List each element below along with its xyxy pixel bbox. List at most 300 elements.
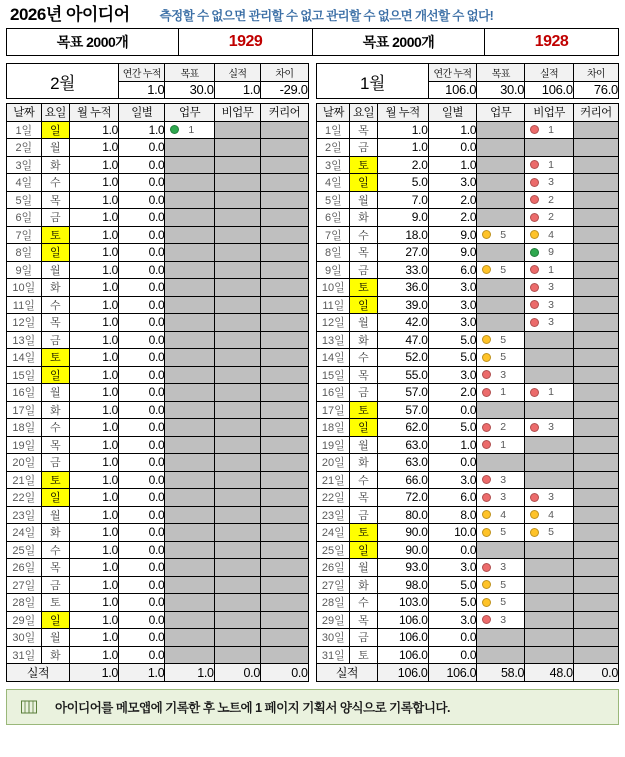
cell-non-work[interactable] xyxy=(214,454,260,472)
cell-career[interactable] xyxy=(261,139,309,157)
cell-career[interactable] xyxy=(573,349,618,367)
cell-work[interactable] xyxy=(477,524,525,542)
cell-career[interactable] xyxy=(261,226,309,244)
status-dot-red xyxy=(530,213,539,222)
table-row[interactable] xyxy=(317,261,619,279)
cell-career[interactable] xyxy=(261,541,309,559)
cell-career[interactable] xyxy=(573,559,618,577)
table-row[interactable] xyxy=(317,349,619,367)
cell-career[interactable] xyxy=(573,524,618,542)
cell-work[interactable] xyxy=(165,401,214,419)
table-row[interactable] xyxy=(317,226,619,244)
cell-career[interactable] xyxy=(261,366,309,384)
cell-non-work[interactable] xyxy=(525,401,574,419)
cell-non-work[interactable] xyxy=(525,629,574,647)
cell-non-work[interactable] xyxy=(214,261,260,279)
cell-date: 19일 xyxy=(7,436,42,454)
cell-day-of-week: 금 xyxy=(41,454,69,472)
table-row[interactable] xyxy=(7,191,309,209)
cell-non-work[interactable] xyxy=(214,156,260,174)
table-row[interactable] xyxy=(317,209,619,227)
cell-career[interactable] xyxy=(261,121,309,139)
table-row[interactable] xyxy=(7,314,309,332)
cell-career[interactable] xyxy=(573,594,618,612)
cell-work[interactable] xyxy=(477,559,525,577)
table-row[interactable] xyxy=(317,384,619,402)
cell-work[interactable] xyxy=(165,454,214,472)
table-row[interactable] xyxy=(317,174,619,192)
cell-work[interactable] xyxy=(165,296,214,314)
table-row[interactable] xyxy=(7,611,309,629)
cell-work[interactable] xyxy=(165,244,214,262)
cell-career[interactable] xyxy=(573,139,618,157)
table-row[interactable] xyxy=(7,121,309,139)
cell-work[interactable] xyxy=(165,489,214,507)
cell-non-work[interactable] xyxy=(214,366,260,384)
cell-career[interactable] xyxy=(573,261,618,279)
cell-day-of-week: 일 xyxy=(350,419,377,437)
cell-work[interactable] xyxy=(165,559,214,577)
cell-month-cumulative: 18.0 xyxy=(377,226,428,244)
cell-non-work[interactable] xyxy=(525,541,574,559)
table-row[interactable] xyxy=(7,401,309,419)
cell-career[interactable] xyxy=(573,331,618,349)
cell-work[interactable] xyxy=(477,349,525,367)
cell-work[interactable] xyxy=(165,121,214,139)
table-row[interactable] xyxy=(7,454,309,472)
cell-career[interactable] xyxy=(573,629,618,647)
table-row[interactable] xyxy=(7,594,309,612)
cell-work[interactable] xyxy=(165,576,214,594)
cell-career[interactable] xyxy=(573,209,618,227)
table-row[interactable] xyxy=(7,541,309,559)
cell-work[interactable] xyxy=(165,226,214,244)
cell-non-work[interactable] xyxy=(214,139,260,157)
cell-daily: 0.0 xyxy=(119,384,165,402)
cell-daily: 8.0 xyxy=(428,506,477,524)
table-row[interactable] xyxy=(317,244,619,262)
cell-day-of-week: 화 xyxy=(350,209,377,227)
cell-work[interactable] xyxy=(165,279,214,297)
table-row[interactable] xyxy=(317,611,619,629)
cell-work[interactable] xyxy=(165,524,214,542)
cell-career[interactable] xyxy=(261,384,309,402)
cell-non-work[interactable] xyxy=(525,244,574,262)
cell-career[interactable] xyxy=(573,366,618,384)
cell-non-work[interactable] xyxy=(525,594,574,612)
work-value: 1 xyxy=(548,386,555,399)
cell-career[interactable] xyxy=(573,506,618,524)
cell-career[interactable] xyxy=(573,191,618,209)
cell-day-of-week: 금 xyxy=(350,384,377,402)
cell-non-work[interactable] xyxy=(525,489,574,507)
cell-non-work[interactable] xyxy=(214,489,260,507)
cell-non-work[interactable] xyxy=(214,629,260,647)
cell-work[interactable] xyxy=(165,384,214,402)
cell-month-cumulative: 1.0 xyxy=(69,261,118,279)
cell-non-work[interactable] xyxy=(525,296,574,314)
cell-month-cumulative: 1.0 xyxy=(69,244,118,262)
cell-career[interactable] xyxy=(573,174,618,192)
cell-work[interactable] xyxy=(165,139,214,157)
cell-career[interactable] xyxy=(573,489,618,507)
cell-non-work[interactable] xyxy=(214,296,260,314)
cell-career[interactable] xyxy=(261,559,309,577)
table-row[interactable] xyxy=(317,419,619,437)
table-row[interactable] xyxy=(7,559,309,577)
work-value: 3 xyxy=(548,421,555,434)
table-row[interactable] xyxy=(7,646,309,664)
cell-non-work[interactable] xyxy=(214,279,260,297)
cell-work[interactable] xyxy=(165,349,214,367)
cell-career[interactable] xyxy=(261,454,309,472)
table-row[interactable] xyxy=(7,296,309,314)
cell-date: 3일 xyxy=(7,156,42,174)
cell-non-work[interactable] xyxy=(214,174,260,192)
cell-work[interactable] xyxy=(165,594,214,612)
cell-month-cumulative: 39.0 xyxy=(377,296,428,314)
cell-non-work[interactable] xyxy=(525,349,574,367)
table-row[interactable] xyxy=(7,244,309,262)
cell-daily: 0.0 xyxy=(119,471,165,489)
cell-work[interactable] xyxy=(477,244,525,262)
cell-non-work[interactable] xyxy=(525,139,574,157)
table-row[interactable] xyxy=(317,594,619,612)
table-row[interactable] xyxy=(317,524,619,542)
cell-career[interactable] xyxy=(573,471,618,489)
table-row[interactable] xyxy=(7,174,309,192)
table-row[interactable] xyxy=(7,419,309,437)
february-table[interactable] xyxy=(6,63,309,682)
cell-work[interactable] xyxy=(477,454,525,472)
cell-daily: 0.0 xyxy=(119,279,165,297)
table-row[interactable] xyxy=(317,314,619,332)
cell-non-work[interactable] xyxy=(525,576,574,594)
cell-date: 6일 xyxy=(317,209,350,227)
cell-non-work[interactable] xyxy=(214,209,260,227)
cell-daily: 0.0 xyxy=(119,261,165,279)
cell-work[interactable] xyxy=(477,611,525,629)
cell-career[interactable] xyxy=(261,191,309,209)
cell-work[interactable] xyxy=(165,611,214,629)
cell-non-work[interactable] xyxy=(525,646,574,664)
cell-career[interactable] xyxy=(573,384,618,402)
cell-work[interactable] xyxy=(477,419,525,437)
cell-non-work[interactable] xyxy=(525,419,574,437)
cell-non-work[interactable] xyxy=(525,471,574,489)
cell-work[interactable] xyxy=(165,471,214,489)
cell-work[interactable] xyxy=(477,629,525,647)
cell-career[interactable] xyxy=(261,646,309,664)
cell-career[interactable] xyxy=(261,436,309,454)
cell-date: 1일 xyxy=(317,121,350,139)
table-row[interactable] xyxy=(7,436,309,454)
cell-career[interactable] xyxy=(261,331,309,349)
cell-work[interactable] xyxy=(165,506,214,524)
cell-work[interactable] xyxy=(477,209,525,227)
cell-work[interactable] xyxy=(477,489,525,507)
cell-work[interactable] xyxy=(165,419,214,437)
cell-day-of-week: 월 xyxy=(41,506,69,524)
cell-work[interactable] xyxy=(165,261,214,279)
table-row[interactable] xyxy=(7,471,309,489)
cell-work[interactable] xyxy=(477,646,525,664)
cell-non-work[interactable] xyxy=(525,314,574,332)
cell-non-work[interactable] xyxy=(525,261,574,279)
cell-career[interactable] xyxy=(573,611,618,629)
table-row[interactable] xyxy=(317,629,619,647)
cell-career[interactable] xyxy=(573,541,618,559)
cell-work[interactable] xyxy=(477,261,525,279)
table-row[interactable] xyxy=(7,366,309,384)
cell-career[interactable] xyxy=(261,156,309,174)
table-row[interactable] xyxy=(317,454,619,472)
cell-month-cumulative: 36.0 xyxy=(377,279,428,297)
cell-career[interactable] xyxy=(261,419,309,437)
cell-work[interactable] xyxy=(165,366,214,384)
cell-non-work[interactable] xyxy=(525,436,574,454)
table-row[interactable] xyxy=(317,296,619,314)
cell-day-of-week: 화 xyxy=(350,331,377,349)
work-value: 5 xyxy=(500,228,507,241)
cell-work[interactable] xyxy=(165,209,214,227)
cell-month-cumulative: 103.0 xyxy=(377,594,428,612)
table-row[interactable] xyxy=(317,506,619,524)
cell-career[interactable] xyxy=(573,279,618,297)
table-row[interactable] xyxy=(317,559,619,577)
cell-work[interactable] xyxy=(477,296,525,314)
cell-work[interactable] xyxy=(477,226,525,244)
cell-work[interactable] xyxy=(477,279,525,297)
table-row[interactable] xyxy=(7,226,309,244)
cell-date: 26일 xyxy=(7,559,42,577)
cell-non-work[interactable] xyxy=(525,366,574,384)
cell-non-work[interactable] xyxy=(214,541,260,559)
table-row[interactable] xyxy=(317,646,619,664)
work-value: 5 xyxy=(500,333,507,346)
cell-career[interactable] xyxy=(261,314,309,332)
cell-career[interactable] xyxy=(573,646,618,664)
cell-non-work[interactable] xyxy=(525,121,574,139)
cell-non-work[interactable] xyxy=(214,576,260,594)
cell-career[interactable] xyxy=(261,209,309,227)
column-header-0: 날짜 xyxy=(317,104,350,122)
cell-day-of-week: 수 xyxy=(41,296,69,314)
cell-career[interactable] xyxy=(261,261,309,279)
cell-non-work[interactable] xyxy=(214,524,260,542)
table-row[interactable] xyxy=(7,279,309,297)
cell-work[interactable] xyxy=(477,121,525,139)
cell-career[interactable] xyxy=(573,401,618,419)
cell-day-of-week: 수 xyxy=(41,541,69,559)
cell-month-cumulative: 1.0 xyxy=(69,349,118,367)
table-row[interactable] xyxy=(7,506,309,524)
table-row[interactable] xyxy=(7,156,309,174)
cell-career[interactable] xyxy=(261,471,309,489)
table-row[interactable] xyxy=(7,349,309,367)
cell-career[interactable] xyxy=(261,594,309,612)
cell-month-cumulative: 1.0 xyxy=(69,611,118,629)
cell-daily: 0.0 xyxy=(119,349,165,367)
table-row[interactable] xyxy=(317,541,619,559)
table-row[interactable] xyxy=(317,471,619,489)
table-row[interactable] xyxy=(7,629,309,647)
cell-career[interactable] xyxy=(573,576,618,594)
table-row[interactable] xyxy=(7,524,309,542)
table-row[interactable] xyxy=(317,139,619,157)
table-row[interactable] xyxy=(7,489,309,507)
cell-day-of-week: 일 xyxy=(350,174,377,192)
cell-career[interactable] xyxy=(573,156,618,174)
cell-work[interactable] xyxy=(165,174,214,192)
cell-career[interactable] xyxy=(261,401,309,419)
cell-career[interactable] xyxy=(261,349,309,367)
cell-work[interactable] xyxy=(165,314,214,332)
cell-non-work[interactable] xyxy=(214,559,260,577)
cell-career[interactable] xyxy=(261,174,309,192)
cell-work[interactable] xyxy=(477,174,525,192)
cell-non-work[interactable] xyxy=(214,226,260,244)
cell-career[interactable] xyxy=(261,296,309,314)
table-row[interactable] xyxy=(7,209,309,227)
summary-value-1: 30.0 xyxy=(477,81,525,99)
cell-career[interactable] xyxy=(573,454,618,472)
cell-work[interactable] xyxy=(477,139,525,157)
cell-career[interactable] xyxy=(261,244,309,262)
cell-work[interactable] xyxy=(165,156,214,174)
cell-work[interactable] xyxy=(477,384,525,402)
cell-month-cumulative: 1.0 xyxy=(69,384,118,402)
table-row[interactable] xyxy=(317,401,619,419)
cell-work[interactable] xyxy=(477,314,525,332)
cell-date: 11일 xyxy=(317,296,350,314)
cell-non-work[interactable] xyxy=(214,594,260,612)
status-dot-red xyxy=(530,318,539,327)
cell-career[interactable] xyxy=(573,244,618,262)
cell-non-work[interactable] xyxy=(214,646,260,664)
cell-non-work[interactable] xyxy=(214,191,260,209)
cell-non-work[interactable] xyxy=(214,331,260,349)
cell-career[interactable] xyxy=(573,226,618,244)
cell-non-work[interactable] xyxy=(525,191,574,209)
status-dot-red xyxy=(530,423,539,432)
cell-date: 29일 xyxy=(317,611,350,629)
table-row[interactable] xyxy=(317,576,619,594)
cell-non-work[interactable] xyxy=(214,401,260,419)
cell-non-work[interactable] xyxy=(525,524,574,542)
cell-work[interactable] xyxy=(477,366,525,384)
table-row[interactable] xyxy=(7,139,309,157)
cell-non-work[interactable] xyxy=(214,419,260,437)
cell-work[interactable] xyxy=(477,436,525,454)
cell-work[interactable] xyxy=(165,541,214,559)
cell-non-work[interactable] xyxy=(214,384,260,402)
cell-non-work[interactable] xyxy=(214,506,260,524)
cell-work[interactable] xyxy=(477,471,525,489)
cell-non-work[interactable] xyxy=(525,226,574,244)
cell-work[interactable] xyxy=(477,156,525,174)
cell-day-of-week: 토 xyxy=(41,471,69,489)
table-row[interactable] xyxy=(7,261,309,279)
cell-non-work[interactable] xyxy=(214,314,260,332)
cell-career[interactable] xyxy=(573,419,618,437)
cell-work[interactable] xyxy=(477,594,525,612)
footer-note xyxy=(6,689,619,725)
cell-non-work[interactable] xyxy=(214,471,260,489)
table-row[interactable] xyxy=(317,156,619,174)
table-row[interactable] xyxy=(317,331,619,349)
cell-career[interactable] xyxy=(573,296,618,314)
cell-career[interactable] xyxy=(261,524,309,542)
january-table[interactable] xyxy=(316,63,619,682)
cell-work[interactable] xyxy=(477,331,525,349)
cell-non-work[interactable] xyxy=(525,506,574,524)
cell-work[interactable] xyxy=(477,506,525,524)
summary-value-0: 106.0 xyxy=(428,81,477,99)
cell-month-cumulative: 90.0 xyxy=(377,524,428,542)
cell-career[interactable] xyxy=(573,121,618,139)
table-row[interactable] xyxy=(317,279,619,297)
work-value: 5 xyxy=(500,596,507,609)
cell-work[interactable] xyxy=(477,541,525,559)
cell-work[interactable] xyxy=(165,436,214,454)
cell-work[interactable] xyxy=(165,331,214,349)
cell-non-work[interactable] xyxy=(214,244,260,262)
cell-non-work[interactable] xyxy=(525,454,574,472)
cell-date: 27일 xyxy=(7,576,42,594)
table-row[interactable] xyxy=(7,384,309,402)
cell-non-work[interactable] xyxy=(214,349,260,367)
cell-non-work[interactable] xyxy=(525,156,574,174)
cell-non-work[interactable] xyxy=(525,384,574,402)
cell-career[interactable] xyxy=(261,629,309,647)
cell-work[interactable] xyxy=(477,401,525,419)
cell-non-work[interactable] xyxy=(525,331,574,349)
cell-career[interactable] xyxy=(261,506,309,524)
cell-non-work[interactable] xyxy=(214,436,260,454)
cell-career[interactable] xyxy=(573,436,618,454)
table-row[interactable] xyxy=(317,436,619,454)
column-header-0: 날짜 xyxy=(7,104,42,122)
cell-non-work[interactable] xyxy=(214,611,260,629)
cell-work[interactable] xyxy=(477,576,525,594)
cell-work[interactable] xyxy=(165,646,214,664)
cell-career[interactable] xyxy=(261,279,309,297)
total-value-0: 1.0 xyxy=(69,664,118,682)
cell-work[interactable] xyxy=(165,191,214,209)
cell-work[interactable] xyxy=(477,191,525,209)
cell-career[interactable] xyxy=(261,489,309,507)
cell-non-work[interactable] xyxy=(525,174,574,192)
cell-work[interactable] xyxy=(165,629,214,647)
cell-day-of-week: 월 xyxy=(350,314,377,332)
cell-career[interactable] xyxy=(573,314,618,332)
cell-career[interactable] xyxy=(261,611,309,629)
table-row[interactable] xyxy=(7,576,309,594)
table-row[interactable] xyxy=(317,191,619,209)
cell-non-work[interactable] xyxy=(525,279,574,297)
cell-non-work[interactable] xyxy=(525,559,574,577)
cell-daily: 0.0 xyxy=(119,191,165,209)
table-row[interactable] xyxy=(7,331,309,349)
table-row[interactable] xyxy=(317,121,619,139)
cell-non-work[interactable] xyxy=(214,121,260,139)
table-row[interactable] xyxy=(317,489,619,507)
table-row[interactable] xyxy=(317,366,619,384)
cell-non-work[interactable] xyxy=(525,611,574,629)
cell-non-work[interactable] xyxy=(525,209,574,227)
cell-career[interactable] xyxy=(261,576,309,594)
